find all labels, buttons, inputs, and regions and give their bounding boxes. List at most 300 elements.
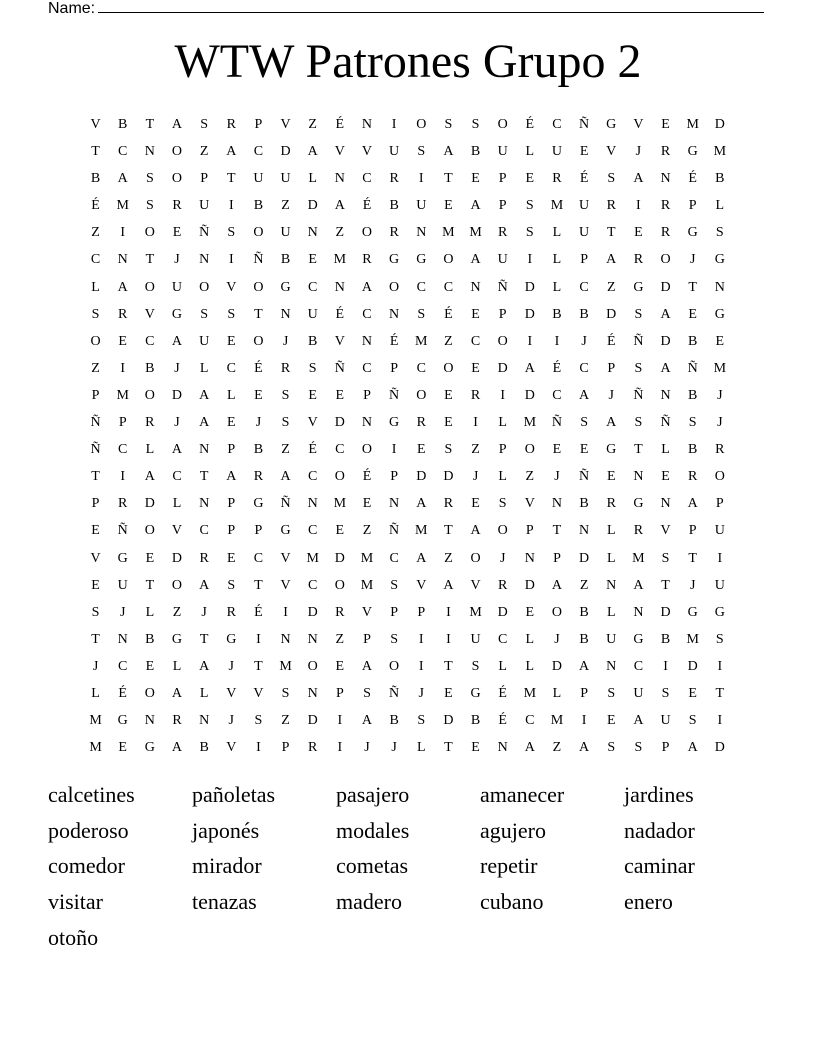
grid-letter[interactable]: J [174,360,180,376]
grid-letter[interactable]: G [714,604,725,620]
grid-letter[interactable]: O [171,171,183,187]
grid-letter[interactable]: J [689,252,696,268]
grid-letter[interactable]: S [607,740,616,756]
grid-letter[interactable]: M [116,198,129,214]
grid-letter[interactable]: R [389,171,399,187]
grid-letter[interactable]: B [470,144,481,160]
grid-letter[interactable]: J [92,658,99,674]
grid-letter[interactable]: D [660,604,671,620]
grid-letter[interactable]: O [524,442,535,458]
grid-letter[interactable]: A [687,740,698,756]
grid-letter[interactable]: R [498,225,508,241]
grid-letter[interactable]: O [144,279,155,295]
grid-letter[interactable]: M [415,523,428,539]
grid-letter[interactable]: I [418,658,424,674]
grid-letter[interactable]: B [118,117,128,132]
grid-letter[interactable]: C [90,252,101,268]
grid-letter[interactable]: C [416,279,426,295]
grid-letter[interactable]: P [498,306,507,322]
grid-letter[interactable]: S [498,496,507,512]
grid-letter[interactable]: O [144,387,155,403]
grid-letter[interactable]: T [444,523,453,539]
grid-letter[interactable]: O [253,333,264,349]
grid-letter[interactable]: S [254,713,263,729]
grid-letter[interactable]: A [579,658,590,674]
grid-letter[interactable]: N [199,496,210,512]
grid-letter[interactable]: A [361,713,373,729]
grid-letter[interactable]: G [117,713,128,729]
grid-letter[interactable]: A [579,740,590,756]
grid-letter[interactable]: M [686,117,699,132]
grid-letter[interactable]: D [280,144,291,160]
grid-letter[interactable]: I [418,171,424,187]
grid-letter[interactable]: S [688,713,697,729]
grid-letter[interactable]: U [579,225,590,241]
grid-letter[interactable]: Ñ [199,225,210,241]
grid-letter[interactable]: V [144,306,155,322]
grid-letter[interactable]: L [525,658,535,674]
grid-letter[interactable]: P [607,360,616,376]
grid-letter[interactable]: P [580,685,588,701]
grid-letter[interactable]: Z [362,523,372,539]
grid-letter[interactable]: Z [444,550,453,566]
grid-letter[interactable]: D [443,469,454,485]
grid-letter[interactable]: N [334,171,345,187]
grid-letter[interactable]: A [633,713,644,729]
grid-letter[interactable]: N [334,279,345,295]
grid-letter[interactable]: A [226,469,237,485]
grid-letter[interactable]: S [715,225,724,241]
grid-letter[interactable]: E [444,415,453,431]
grid-letter[interactable]: I [120,225,126,241]
grid-letter[interactable]: P [715,496,724,512]
grid-letter[interactable]: A [687,496,698,512]
grid-letter[interactable]: N [579,523,590,539]
grid-letter[interactable]: R [389,225,399,241]
grid-letter[interactable]: T [661,577,670,593]
grid-letter[interactable]: E [362,496,372,512]
grid-letter[interactable]: A [633,577,644,593]
grid-letter[interactable]: C [253,550,264,566]
grid-letter[interactable]: V [334,144,345,160]
grid-letter[interactable]: U [199,198,210,214]
grid-letter[interactable]: M [713,144,727,160]
grid-letter[interactable]: B [145,360,155,376]
grid-letter[interactable]: P [498,198,507,214]
grid-letter[interactable]: Z [444,333,453,349]
grid-letter[interactable]: E [226,333,236,349]
grid-letter[interactable]: S [688,415,697,431]
grid-letter[interactable]: I [554,333,560,349]
grid-letter[interactable]: P [227,442,236,458]
grid-letter[interactable]: I [283,604,288,620]
grid-letter[interactable]: R [715,442,725,458]
grid-letter[interactable]: I [636,198,641,214]
grid-letter[interactable]: B [687,442,698,458]
grid-letter[interactable]: E [471,740,480,756]
grid-letter[interactable]: C [335,442,345,458]
grid-letter[interactable]: É [91,198,100,214]
grid-letter[interactable]: O [361,442,373,458]
grid-letter[interactable]: É [498,713,507,729]
grid-letter[interactable]: Z [579,577,589,593]
grid-letter[interactable]: T [199,631,209,647]
grid-letter[interactable]: S [444,117,453,132]
grid-letter[interactable]: O [334,469,345,485]
grid-letter[interactable]: T [199,469,209,485]
grid-letter[interactable]: I [717,658,723,674]
grid-letter[interactable]: S [471,117,480,132]
grid-letter[interactable]: R [660,198,671,214]
grid-letter[interactable]: E [308,387,317,403]
grid-letter[interactable]: S [281,415,290,431]
grid-letter[interactable]: L [525,144,535,160]
grid-letter[interactable]: D [497,604,508,620]
grid-letter[interactable]: R [226,604,236,620]
grid-letter[interactable]: N [389,306,400,322]
grid-letter[interactable]: T [688,279,697,295]
grid-letter[interactable]: S [444,442,453,458]
grid-letter[interactable]: B [90,171,101,187]
grid-letter[interactable]: I [527,252,533,268]
grid-letter[interactable]: P [688,523,697,539]
grid-letter[interactable]: U [633,685,644,701]
grid-letter[interactable]: N [633,604,644,620]
grid-letter[interactable]: D [551,658,563,674]
grid-letter[interactable]: S [417,713,426,729]
grid-letter[interactable]: O [307,658,318,674]
grid-letter[interactable]: S [227,306,236,322]
grid-letter[interactable]: I [337,740,343,756]
grid-letter[interactable]: P [498,171,507,187]
grid-letter[interactable]: J [364,740,370,756]
grid-letter[interactable]: P [335,685,344,701]
grid-letter[interactable]: N [361,333,373,349]
grid-letter[interactable]: E [118,740,127,756]
grid-letter[interactable]: E [579,144,589,160]
grid-letter[interactable]: O [144,225,155,241]
grid-letter[interactable]: É [579,171,589,187]
grid-letter[interactable]: A [144,469,155,485]
grid-letter[interactable]: R [443,496,454,512]
grid-letter[interactable]: D [334,415,345,431]
grid-letter[interactable]: É [308,442,317,458]
grid-letter[interactable]: L [226,387,236,403]
grid-letter[interactable]: É [335,306,345,322]
grid-letter[interactable]: G [687,144,698,160]
grid-letter[interactable]: C [443,279,454,295]
grid-letter[interactable]: N [551,496,563,512]
grid-letter[interactable]: S [580,415,588,431]
grid-letter[interactable]: J [174,252,180,268]
grid-letter[interactable]: U [253,171,264,187]
grid-letter[interactable]: V [280,550,291,566]
grid-letter[interactable]: A [416,496,427,512]
grid-letter[interactable]: N [714,279,725,295]
grid-letter[interactable]: S [91,604,100,620]
grid-letter[interactable]: J [635,144,642,160]
grid-letter[interactable]: R [552,171,562,187]
grid-letter[interactable]: I [527,333,533,349]
grid-letter[interactable]: E [254,387,263,403]
grid-letter[interactable]: B [579,631,589,647]
grid-letter[interactable]: S [471,658,480,674]
grid-letter[interactable]: J [228,658,234,674]
grid-letter[interactable]: C [308,523,318,539]
grid-letter[interactable]: E [471,306,480,322]
grid-letter[interactable]: G [606,117,617,132]
grid-letter[interactable]: S [363,685,371,701]
grid-letter[interactable]: J [119,604,126,620]
grid-letter[interactable]: O [171,144,183,160]
grid-letter[interactable]: D [171,550,183,566]
grid-letter[interactable]: M [442,225,455,241]
grid-letter[interactable]: R [633,523,644,539]
grid-letter[interactable]: O [416,117,427,132]
grid-letter[interactable]: G [633,279,644,295]
grid-letter[interactable]: B [470,713,481,729]
grid-letter[interactable]: L [498,415,507,431]
grid-letter[interactable]: R [687,469,698,485]
grid-letter[interactable]: Ñ [551,415,563,431]
grid-letter[interactable]: D [524,577,535,593]
grid-letter[interactable]: N [606,577,617,593]
grid-letter[interactable]: P [254,523,263,539]
grid-letter[interactable]: Z [308,117,317,132]
grid-letter[interactable]: U [280,225,291,241]
grid-letter[interactable]: U [416,198,427,214]
grid-letter[interactable]: E [661,469,670,485]
grid-letter[interactable]: G [171,631,183,647]
grid-letter[interactable]: A [117,171,128,187]
grid-letter[interactable]: A [199,577,210,593]
grid-letter[interactable]: Ñ [334,360,345,376]
grid-letter[interactable]: R [118,306,128,322]
grid-letter[interactable]: J [418,685,424,701]
grid-letter[interactable]: D [144,496,155,512]
grid-letter[interactable]: C [525,713,535,729]
grid-letter[interactable]: O [470,550,481,566]
grid-letter[interactable]: S [145,198,154,214]
grid-letter[interactable]: J [282,333,289,349]
grid-letter[interactable]: R [660,225,671,241]
grid-letter[interactable]: A [171,442,183,458]
grid-letter[interactable]: Z [281,442,290,458]
grid-letter[interactable]: L [498,469,507,485]
grid-letter[interactable]: B [579,604,589,620]
grid-letter[interactable]: E [444,685,453,701]
grid-letter[interactable]: Z [199,144,209,160]
grid-letter[interactable]: P [390,360,399,376]
grid-letter[interactable]: E [335,387,345,403]
grid-letter[interactable]: J [554,631,560,647]
grid-letter[interactable]: E [308,252,317,268]
grid-letter[interactable]: R [172,713,182,729]
grid-letter[interactable]: L [308,171,317,187]
grid-letter[interactable]: E [525,604,535,620]
grid-letter[interactable]: M [89,740,102,756]
grid-letter[interactable]: V [361,604,373,620]
grid-letter[interactable]: T [606,225,616,241]
grid-letter[interactable]: N [660,496,671,512]
grid-letter[interactable]: C [308,469,318,485]
grid-letter[interactable]: P [227,496,236,512]
grid-letter[interactable]: V [253,685,264,701]
grid-letter[interactable]: Ñ [497,279,508,295]
grid-letter[interactable]: Ñ [90,415,101,431]
grid-letter[interactable]: A [199,387,210,403]
grid-letter[interactable]: E [634,225,643,241]
grid-letter[interactable]: G [226,631,237,647]
grid-letter[interactable]: T [444,171,453,187]
grid-letter[interactable]: Ñ [633,333,644,349]
grid-letter[interactable]: A [280,469,291,485]
grid-letter[interactable]: É [606,333,616,349]
grid-letter[interactable]: T [91,469,100,485]
grid-letter[interactable]: U [307,306,318,322]
grid-letter[interactable]: C [362,306,372,322]
grid-letter[interactable]: R [362,252,372,268]
grid-letter[interactable]: N [199,713,210,729]
grid-letter[interactable]: R [118,496,128,512]
grid-letter[interactable]: E [579,442,589,458]
grid-letter[interactable]: S [390,577,399,593]
grid-letter[interactable]: I [500,387,506,403]
grid-letter[interactable]: O [497,523,508,539]
grid-letter[interactable]: N [307,685,318,701]
grid-letter[interactable]: U [714,523,725,539]
grid-letter[interactable]: A [361,658,373,674]
grid-letter[interactable]: E [606,713,616,729]
grid-letter[interactable]: D [524,279,535,295]
grid-letter[interactable]: C [253,144,264,160]
grid-letter[interactable]: O [253,225,264,241]
grid-letter[interactable]: V [470,577,481,593]
grid-letter[interactable]: S [200,117,209,132]
grid-letter[interactable]: É [688,171,697,187]
grid-letter[interactable]: J [472,469,479,485]
grid-letter[interactable]: E [145,550,155,566]
grid-letter[interactable]: A [171,740,183,756]
grid-letter[interactable]: C [118,442,128,458]
grid-letter[interactable]: S [145,171,154,187]
grid-letter[interactable]: E [335,523,345,539]
grid-letter[interactable]: R [253,469,264,485]
grid-letter[interactable]: Z [606,279,616,295]
grid-letter[interactable]: G [633,631,644,647]
grid-letter[interactable]: M [550,713,564,729]
grid-letter[interactable]: E [688,306,697,322]
grid-letter[interactable]: G [633,496,644,512]
grid-letter[interactable]: C [308,577,318,593]
grid-letter[interactable]: A [579,387,590,403]
grid-letter[interactable]: V [226,279,237,295]
grid-letter[interactable]: J [689,577,696,593]
grid-letter[interactable]: L [715,198,725,214]
grid-letter[interactable]: S [227,577,236,593]
grid-letter[interactable]: U [579,198,590,214]
grid-letter[interactable]: Z [91,225,100,241]
grid-letter[interactable]: M [333,496,347,512]
grid-letter[interactable]: T [145,252,155,268]
grid-letter[interactable]: P [390,469,399,485]
grid-letter[interactable]: E [661,117,670,132]
grid-letter[interactable]: B [253,198,264,214]
grid-letter[interactable]: S [417,306,426,322]
grid-letter[interactable]: D [606,306,617,322]
grid-letter[interactable]: A [199,658,210,674]
grid-letter[interactable]: A [171,333,183,349]
grid-letter[interactable]: A [606,415,617,431]
grid-letter[interactable]: P [254,117,263,132]
grid-letter[interactable]: M [333,252,347,268]
grid-letter[interactable]: C [226,360,236,376]
grid-letter[interactable]: C [498,631,508,647]
grid-letter[interactable]: B [145,631,155,647]
grid-letter[interactable]: E [552,442,562,458]
grid-letter[interactable]: P [227,523,236,539]
grid-letter[interactable]: E [226,415,236,431]
grid-letter[interactable]: R [416,415,426,431]
grid-letter[interactable]: N [307,225,318,241]
grid-letter[interactable]: S [661,685,670,701]
grid-letter[interactable]: D [171,387,183,403]
grid-letter[interactable]: S [417,144,426,160]
grid-letter[interactable]: E [606,469,616,485]
grid-letter[interactable]: A [361,279,373,295]
grid-letter[interactable]: D [334,550,345,566]
grid-letter[interactable]: B [660,631,671,647]
grid-letter[interactable]: L [606,550,616,566]
grid-letter[interactable]: G [117,550,128,566]
grid-letter[interactable]: V [90,550,101,566]
grid-letter[interactable]: E [91,523,100,539]
grid-letter[interactable]: P [200,171,209,187]
grid-letter[interactable]: A [416,550,427,566]
grid-letter[interactable]: G [606,442,617,458]
grid-letter[interactable]: N [633,469,644,485]
grid-letter[interactable]: R [335,604,345,620]
grid-letter[interactable]: G [171,306,183,322]
grid-letter[interactable]: A [551,577,563,593]
grid-letter[interactable]: D [714,117,725,132]
grid-letter[interactable]: Z [172,604,182,620]
grid-letter[interactable]: O [660,252,671,268]
grid-letter[interactable]: Ñ [90,442,101,458]
grid-letter[interactable]: R [280,360,291,376]
grid-letter[interactable]: Ñ [280,496,291,512]
grid-letter[interactable]: C [552,387,562,403]
grid-letter[interactable]: D [307,604,318,620]
grid-letter[interactable]: N [606,658,617,674]
grid-letter[interactable]: N [199,442,210,458]
grid-letter[interactable]: T [91,631,100,647]
grid-letter[interactable]: C [416,360,426,376]
grid-letter[interactable]: I [717,550,723,566]
grid-letter[interactable]: A [633,171,644,187]
grid-letter[interactable]: S [390,631,399,647]
grid-letter[interactable]: I [391,442,397,458]
grid-letter[interactable]: O [171,577,183,593]
grid-letter[interactable]: I [256,631,261,647]
grid-letter[interactable]: P [553,550,561,566]
grid-letter[interactable]: N [416,225,427,241]
grid-letter[interactable]: É [362,469,372,485]
grid-letter[interactable]: O [389,279,400,295]
grid-letter[interactable]: N [497,740,508,756]
grid-letter[interactable]: Ñ [687,360,698,376]
grid-letter[interactable]: V [280,577,291,593]
